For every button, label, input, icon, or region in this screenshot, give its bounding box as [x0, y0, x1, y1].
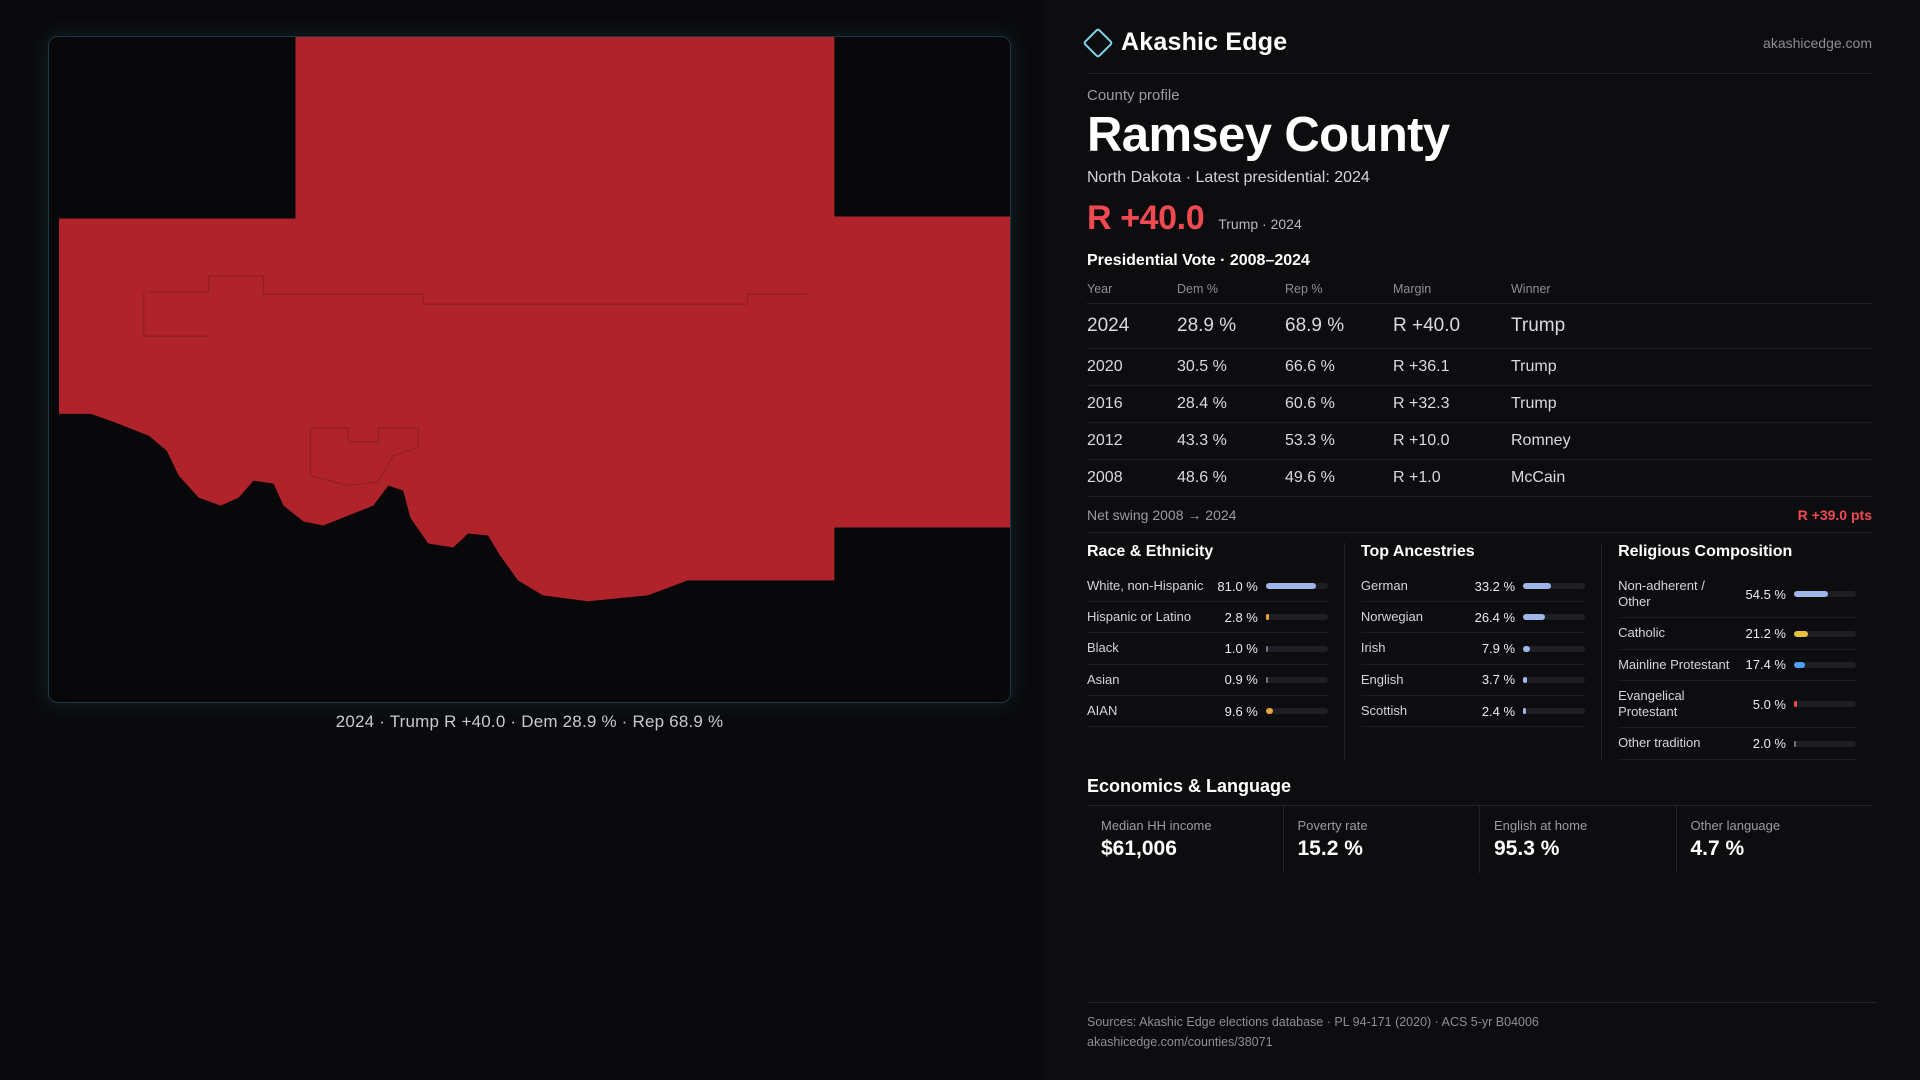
list-item — [1618, 728, 1856, 759]
cell-margin: R +36.1 — [1393, 348, 1511, 385]
map-caption: 2024 · Trump R +40.0 · Dem 28.9 % · Rep 68.9 % — [335, 712, 724, 731]
religion-bar-fill — [1794, 631, 1808, 637]
ancestry-label: Irish — [1360, 640, 1386, 656]
stat-english-at-home — [1480, 806, 1677, 873]
cell-year: 2020 — [1087, 348, 1177, 385]
economics-title: Economics & Language — [1087, 775, 1292, 796]
votes-section-title: Presidential Vote · 2008–2024 — [1087, 251, 1310, 269]
ancestry-bar-fill — [1523, 583, 1551, 589]
table-row[interactable] — [1087, 385, 1872, 422]
col-year: Year — [1087, 276, 1177, 304]
ancestry-value: 2.4 % — [1481, 703, 1516, 719]
race-ethnicity-column — [1087, 543, 1344, 760]
cell-rep: 60.6 % — [1285, 385, 1393, 422]
religion-label: Catholic — [1618, 625, 1666, 641]
brand-name: Akashic Edge — [1121, 28, 1288, 56]
religion-bar-fill — [1794, 741, 1796, 747]
list-item — [1361, 602, 1585, 633]
col-margin: Margin — [1393, 276, 1511, 304]
religion-bar-fill — [1794, 662, 1805, 668]
cell-dem: 30.5 % — [1177, 348, 1285, 385]
religion-value: 17.4 % — [1745, 657, 1786, 673]
ancestry-bar-fill — [1523, 677, 1527, 683]
religion-value: 2.0 % — [1752, 736, 1786, 751]
cell-year: 2008 — [1087, 459, 1177, 496]
religion-bar-fill — [1794, 591, 1828, 597]
stat-poverty-rate — [1284, 806, 1481, 873]
cell-rep: 68.9 % — [1285, 303, 1393, 348]
race-value: 0.9 % — [1224, 672, 1258, 688]
page-subtitle: North Dakota · Latest presidential: 2024 — [1087, 168, 1370, 186]
religion-value: 54.5 % — [1745, 586, 1786, 602]
ancestry-label: English — [1360, 671, 1404, 687]
net-swing-row — [1087, 507, 1872, 533]
brand-left — [1087, 28, 1287, 57]
stat-value: $61,006 — [1101, 836, 1177, 860]
race-label: Hispanic or Latino — [1087, 609, 1192, 625]
list-item — [1087, 696, 1328, 727]
race-ethnicity-title: Race & Ethnicity — [1087, 542, 1214, 560]
religion-bar — [1794, 662, 1856, 668]
ancestry-value: 7.9 % — [1481, 641, 1516, 656]
ancestry-column — [1344, 543, 1601, 760]
cell-year: 2024 — [1087, 303, 1177, 348]
stat-median-hh-income — [1087, 806, 1284, 873]
net-swing-value: R +39.0 pts — [1797, 506, 1872, 523]
ancestry-label: Norwegian — [1360, 609, 1424, 625]
ancestry-bar — [1523, 583, 1585, 589]
religion-label: Mainline Protestant — [1618, 656, 1730, 672]
cell-winner: Trump — [1511, 385, 1872, 422]
cell-winner: McCain — [1511, 459, 1872, 496]
race-bar — [1266, 614, 1328, 620]
cell-dem: 28.4 % — [1177, 385, 1285, 422]
cell-year: 2012 — [1087, 422, 1177, 459]
cell-dem: 48.6 % — [1177, 459, 1285, 496]
headline-margin-sub: Trump · 2024 — [1218, 215, 1302, 232]
list-item — [1618, 571, 1856, 619]
table-row[interactable] — [1087, 459, 1872, 496]
ancestry-bar — [1523, 708, 1585, 714]
cell-dem: 28.9 % — [1177, 303, 1285, 348]
stat-label: Poverty rate — [1297, 817, 1368, 833]
cell-year: 2016 — [1087, 385, 1177, 422]
race-value: 2.8 % — [1224, 609, 1258, 625]
list-item — [1361, 696, 1585, 727]
brand-row — [1087, 28, 1872, 73]
page-kicker: County profile — [1087, 87, 1180, 104]
religion-bar — [1794, 591, 1856, 597]
race-bar — [1266, 708, 1328, 714]
race-bar-fill — [1266, 614, 1269, 620]
ancestry-bar-fill — [1523, 646, 1530, 652]
ancestry-value: 26.4 % — [1474, 609, 1516, 625]
cell-dem: 43.3 % — [1177, 422, 1285, 459]
ancestry-bar — [1523, 614, 1585, 620]
religion-column — [1601, 543, 1872, 760]
cell-winner: Romney — [1511, 422, 1872, 459]
sources-footer — [1087, 1002, 1877, 1052]
stat-label: English at home — [1494, 817, 1588, 833]
religion-bar-fill — [1794, 701, 1797, 707]
ancestry-value: 3.7 % — [1481, 672, 1516, 688]
ancestry-label: Scottish — [1360, 702, 1408, 718]
detail-panel — [1043, 0, 1920, 1080]
ancestry-bar — [1523, 646, 1585, 652]
demographics-columns — [1087, 543, 1872, 760]
religion-label: Evangelical Protestant — [1618, 687, 1685, 720]
religion-label: Other tradition — [1618, 735, 1701, 751]
county-map-frame[interactable] — [48, 36, 1011, 703]
race-bar-fill — [1266, 677, 1268, 683]
list-item — [1087, 571, 1328, 602]
race-value: 9.6 % — [1224, 703, 1258, 719]
ancestry-bar-fill — [1523, 614, 1545, 620]
sources-line: Sources: Akashic Edge elections database · PL 94-171 (2020) · ACS 5-yr B04006 — [1087, 1015, 1539, 1030]
col-winner: Winner — [1511, 276, 1872, 304]
race-bar-fill — [1266, 646, 1268, 652]
headline-margin — [1087, 199, 1872, 238]
list-item — [1618, 618, 1856, 649]
race-bar — [1266, 677, 1328, 683]
stat-value: 95.3 % — [1494, 836, 1560, 860]
religion-title: Religious Composition — [1618, 542, 1793, 560]
headline-margin-value: R +40.0 — [1087, 198, 1205, 237]
cell-rep: 49.6 % — [1285, 459, 1393, 496]
cell-margin: R +10.0 — [1393, 422, 1511, 459]
race-label: AIAN — [1087, 702, 1118, 718]
stat-label: Median HH income — [1101, 817, 1212, 833]
race-bar-fill — [1266, 708, 1273, 714]
religion-value: 5.0 % — [1752, 696, 1786, 712]
religion-bar — [1794, 741, 1856, 747]
cell-winner: Trump — [1511, 348, 1872, 385]
race-label: Asian — [1087, 671, 1120, 687]
list-item — [1087, 665, 1328, 696]
list-item — [1087, 633, 1328, 664]
table-row[interactable] — [1087, 348, 1872, 385]
col-dem: Dem % — [1177, 276, 1285, 304]
cell-margin: R +40.0 — [1393, 303, 1511, 348]
list-item — [1087, 602, 1328, 633]
diamond-icon — [1082, 27, 1113, 58]
religion-value: 21.2 % — [1745, 626, 1786, 641]
ancestry-bar-fill — [1523, 708, 1526, 714]
religion-bar — [1794, 701, 1856, 707]
header-divider — [1087, 73, 1872, 74]
county-map-shape — [49, 37, 1010, 702]
list-item — [1361, 665, 1585, 696]
net-swing-label: Net swing 2008 → 2024 — [1087, 506, 1237, 523]
race-label: White, non-Hispanic — [1087, 577, 1204, 593]
religion-label: Non-adherent / Other — [1618, 577, 1705, 610]
cell-rep: 53.3 % — [1285, 422, 1393, 459]
stat-other-language — [1677, 806, 1873, 873]
cell-margin: R +1.0 — [1393, 459, 1511, 496]
ancestry-bar — [1523, 677, 1585, 683]
stat-value: 15.2 % — [1297, 836, 1363, 860]
table-row[interactable] — [1087, 303, 1872, 348]
page-title: Ramsey County — [1087, 108, 1450, 162]
race-bar — [1266, 583, 1328, 589]
list-item — [1361, 571, 1585, 602]
table-header-row — [1087, 276, 1872, 304]
list-item — [1618, 681, 1856, 729]
race-label: Black — [1087, 640, 1119, 656]
ancestry-title: Top Ancestries — [1360, 542, 1475, 560]
col-rep: Rep % — [1285, 276, 1393, 304]
race-value: 1.0 % — [1224, 641, 1258, 656]
race-bar — [1266, 646, 1328, 652]
race-value: 81.0 % — [1217, 578, 1258, 594]
brand-url[interactable]: akashicedge.com — [1763, 34, 1872, 51]
table-row[interactable] — [1087, 422, 1872, 459]
religion-bar — [1794, 631, 1856, 637]
race-bar-fill — [1266, 583, 1316, 589]
cell-winner: Trump — [1511, 303, 1872, 348]
stat-value: 4.7 % — [1690, 836, 1745, 860]
ancestry-label: German — [1360, 577, 1408, 593]
presidential-vote-table — [1087, 276, 1872, 497]
stat-label: Other language — [1690, 817, 1781, 833]
list-item — [1618, 650, 1856, 681]
list-item — [1361, 633, 1585, 664]
cell-margin: R +32.3 — [1393, 385, 1511, 422]
cell-rep: 66.6 % — [1285, 348, 1393, 385]
ancestry-value: 33.2 % — [1474, 578, 1516, 594]
source-permalink[interactable]: akashicedge.com/counties/38071 — [1087, 1034, 1273, 1049]
economics-row — [1087, 805, 1872, 873]
